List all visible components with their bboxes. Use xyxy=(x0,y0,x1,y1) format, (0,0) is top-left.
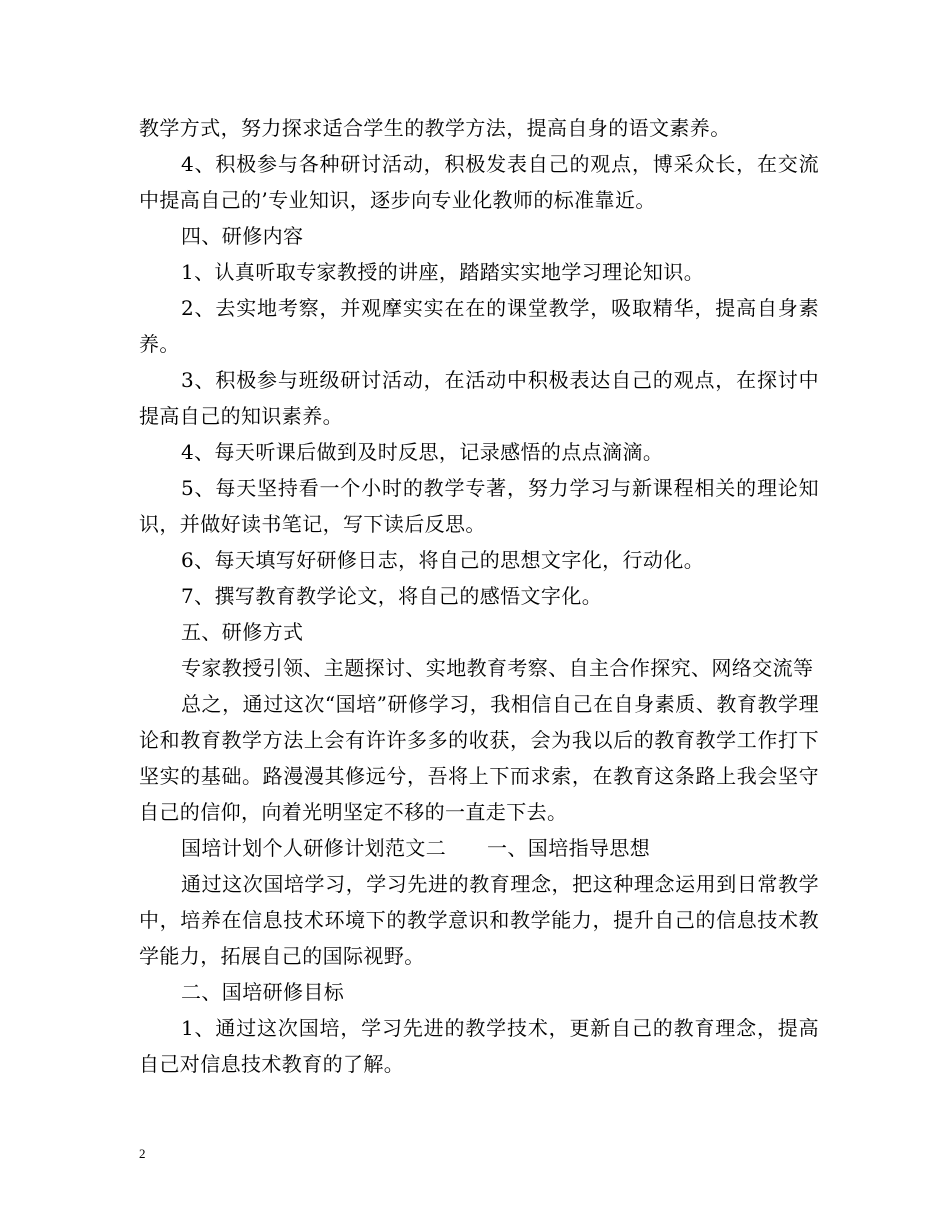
document-body xyxy=(139,110,819,1082)
paragraph-9: 6、每天填写好研修日志，将自己的思想文字化，行动化。 xyxy=(181,548,705,572)
paragraph-8: 5、每天坚持看一个小时的教学专著，努力学习与新课程相关的理论知识，并做好读书笔记，写下读后反思。 xyxy=(139,476,819,536)
paragraph-14: 国培计划个人研修计划范文二 一、国培指导思想 xyxy=(181,836,651,860)
section-heading-goals: 二、国培研修目标 xyxy=(181,980,345,1004)
paragraph-13: 总之，通过这次“国培”研修学习，我相信自己在自身素质、教育教学理论和教育教学方法上会有许许多多的收获，会为我以后的教育教学工作打下坚实的基础。路漫漫其修远兮，吾将上下而求索，在教育这条路上我会坚守自己的信仰，向着光明坚定不移的一直走下去。 xyxy=(139,692,819,824)
section-heading-4: 四、研修内容 xyxy=(181,224,304,248)
paragraph-15: 通过这次国培学习，学习先进的教育理念，把这种理念运用到日常教学中，培养在信息技术环境下的教学意识和教学能力，提升自己的信息技术教学能力，拓展自己的国际视野。 xyxy=(139,872,819,968)
paragraph-1: 教学方式，努力探求适合学生的教学方法，提高自身的语文素养。 xyxy=(139,116,731,140)
paragraph-4: 1、认真听取专家教授的讲座，踏踏实实地学习理论知识。 xyxy=(181,260,705,284)
paragraph-17: 1、通过这次国培，学习先进的教学技术，更新自己的教育理念，提高自己对信息技术教育的了解。 xyxy=(139,1016,819,1076)
paragraph-5: 2、去实地考察，并观摩实实在在的课堂教学，吸取精华，提高自身素养。 xyxy=(139,296,819,356)
section-heading-5: 五、研修方式 xyxy=(181,620,304,644)
paragraph-6: 3、积极参与班级研讨活动，在活动中积极表达自己的观点，在探讨中提高自己的知识素养。 xyxy=(139,368,819,428)
paragraph-12: 专家教授引领、主题探讨、实地教育考察、自主合作探究、网络交流等 xyxy=(181,656,814,680)
paragraph-10: 7、撰写教育教学论文，将自己的感悟文字化。 xyxy=(181,584,603,608)
paragraph-7: 4、每天听课后做到及时反思，记录感悟的点点滴滴。 xyxy=(181,440,664,464)
paragraph-2: 4、积极参与各种研讨活动，积极发表自己的观点，博采众长，在交流中提高自己的’专业知识，逐步向专业化教师的标准靠近。 xyxy=(139,152,819,212)
page-number: 2 xyxy=(139,1146,146,1161)
